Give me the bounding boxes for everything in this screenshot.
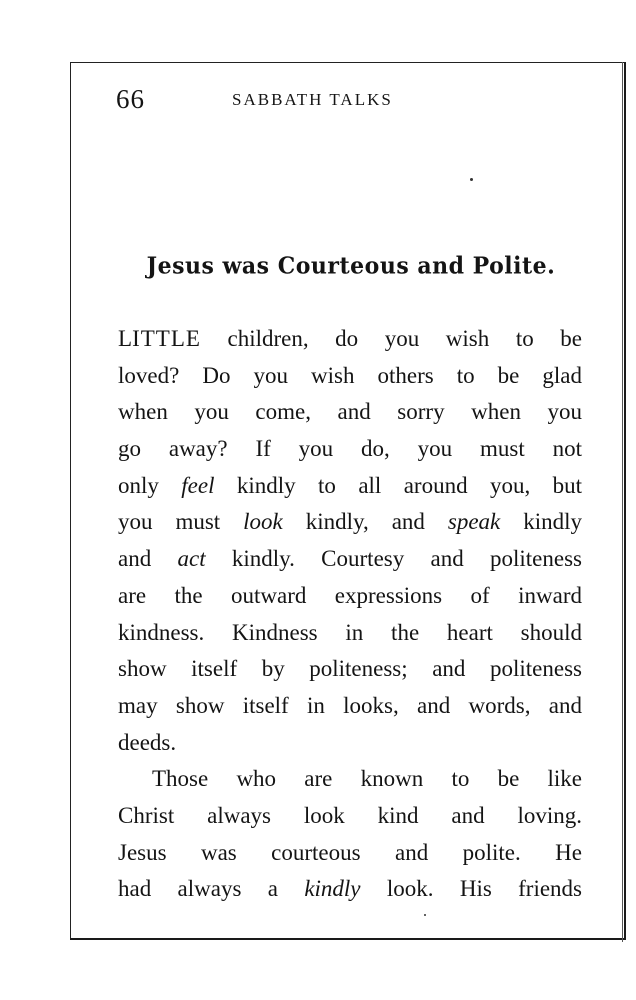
page-edge-rule bbox=[622, 62, 623, 942]
text-line: had always a kindly look. His friends bbox=[118, 876, 582, 902]
text-line: when you come, and sorry when you bbox=[118, 399, 582, 425]
text-line: LITTLE children, do you wish to be bbox=[118, 326, 582, 351]
text-line: kindness. Kindness in the heart should bbox=[118, 619, 582, 645]
text-line: loved? Do you wish others to be glad bbox=[118, 362, 582, 388]
ink-speck bbox=[470, 178, 473, 181]
text-line: and act kindly. Courtesy and politeness bbox=[118, 546, 582, 572]
text-line: Jesus was courteous and polite. He bbox=[118, 839, 582, 865]
body-text bbox=[118, 321, 582, 908]
page-number: 66 bbox=[116, 84, 145, 114]
text-line: only feel kindly to all around you, but bbox=[118, 472, 582, 498]
text-line: show itself by politeness; and politeness bbox=[118, 656, 582, 682]
text-line: Christ always look kind and loving. bbox=[118, 802, 582, 828]
running-head: SABBATH TALKS bbox=[232, 90, 393, 109]
ink-speck bbox=[424, 914, 426, 916]
text-line: deeds. bbox=[118, 729, 177, 755]
text-line: Those who are known to be like bbox=[152, 766, 582, 792]
text-line: you must look kindly, and speak kindly bbox=[118, 509, 583, 535]
text-line: go away? If you do, you must not bbox=[118, 436, 582, 462]
text-line: may show itself in looks, and words, and bbox=[118, 692, 582, 718]
chapter-title: Jesus was Courteous and Polite. bbox=[146, 252, 556, 280]
text-line: are the outward expressions of inward bbox=[118, 582, 582, 608]
